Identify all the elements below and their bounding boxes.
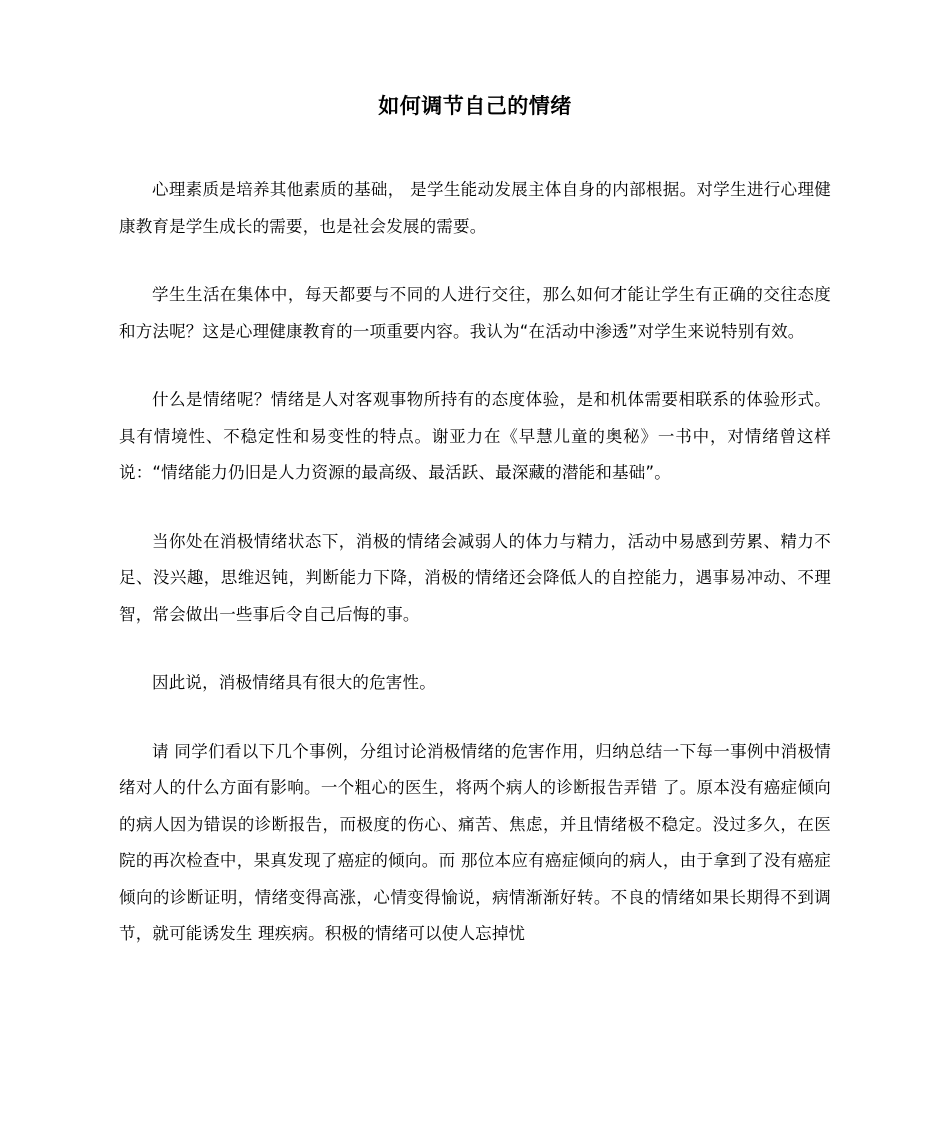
paragraph-6: 请 同学们看以下几个事例，分组讨论消极情绪的危害作用，归纳总结一下每一事例中消极情绪对人的什么方面有影响。一个粗心的医生，将两个病人的诊断报告弄错 了。原本没有癌症倾向的病人因为错误的诊断报告，而极度的伤心、痛苦、焦虑，并且情绪极不稳定。没过多久，在医院的再次检查中，果真发现了癌症的倾向。而 那位本应有癌症倾向的病人，由于拿到了没有癌症倾向的诊断证明，情绪变得高涨，心情变得愉说，病情渐渐好转。不良的情绪如果长期得不到调节，就可能诱发生 理疾病。积极的情绪可以使人忘掉忧 (119, 741, 831, 943)
paragraph-5: 因此说，消极情绪具有很大的危害性。 (152, 673, 436, 692)
paragraph-2: 学生生活在集体中，每天都要与不同的人进行交往，那么如何才能让学生有正确的交往态度和方法呢？这是心理健康教育的一项重要内容。我认为“在活动中渗透”对学生来说特别有效。 (119, 285, 831, 341)
paragraph-4: 当你处在消极情绪状态下，消极的情绪会减弱人的体力与精力，活动中易感到劳累、精力不足、没兴趣，思维迟钝，判断能力下降，消极的情绪还会降低人的自控能力，遇事易冲动、不理智，常会做出一些事后令自己后悔的事。 (119, 531, 831, 624)
paragraph-3: 什么是情绪呢？情绪是人对客观事物所持有的态度体验，是和机体需要相联系的体验形式。具有情境性、不稳定性和易变性的特点。谢亚力在《早慧儿童的奥秘》一书中，对情绪曾这样说：“情绪能力仍旧是人力资源的最高级、最活跃、最深藏的潜能和基础”。 (119, 390, 831, 482)
document-body (119, 172, 831, 985)
paragraph-1: 心理素质是培养其他素质的基础， 是学生能动发展主体自身的内部根据。对学生进行心理健康教育是学生成长的需要，也是社会发展的需要。 (119, 180, 831, 236)
document-title: 如何调节自己的情绪 (378, 94, 572, 118)
